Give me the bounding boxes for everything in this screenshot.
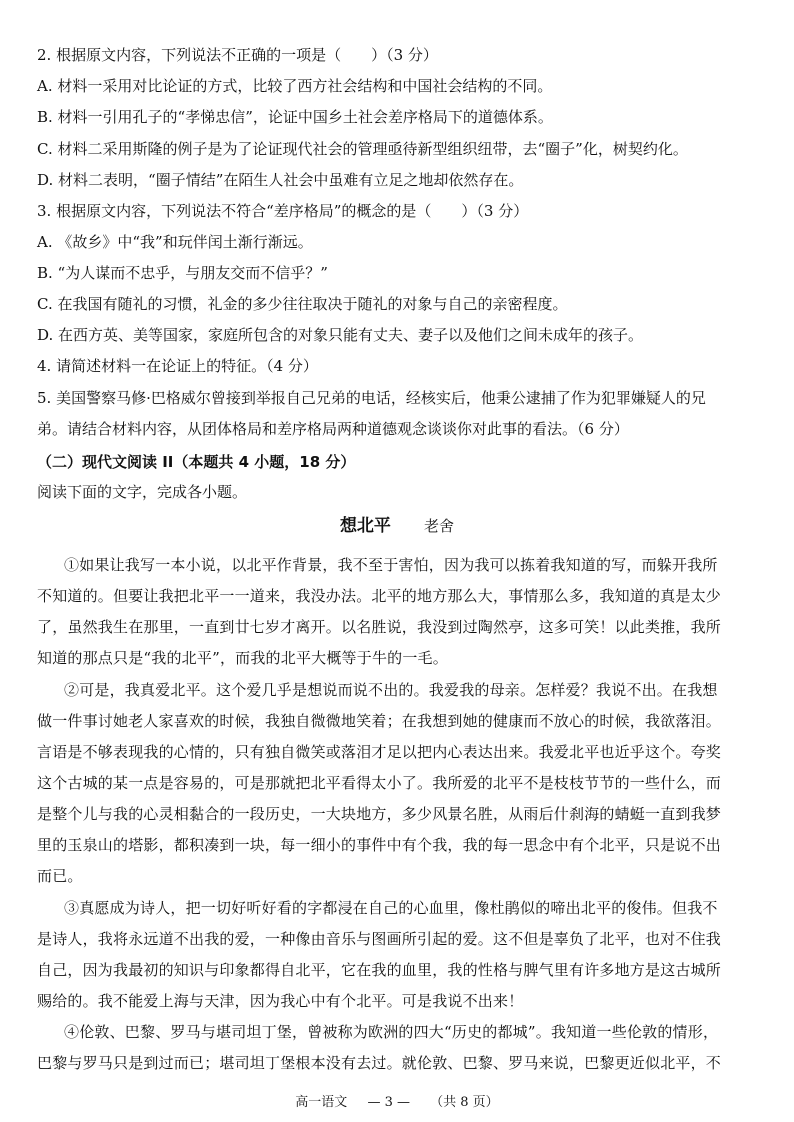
article-line: 是整个儿与我的心灵相黏合的一段历史，一大块地方，多少风景名胜，从雨后什刹海的蜻蜓一直到我梦 — [37, 805, 722, 823]
question-3-option-c: C. 在我国有随礼的习惯，礼金的多少往往取决于随礼的对象与自己的亲密程度。 — [37, 295, 568, 313]
section-heading: （二）现代文阅读 II（本题共 4 小题，18 分） — [37, 453, 356, 471]
article-title: 想北平 — [339, 516, 391, 536]
article-line: 这个古城的某一点是容易的，可是那就把北平看得太小了。我所爱的北平不是枝枝节节的一些什么，而 — [37, 774, 722, 792]
question-2-option-d: D. 材料二表明，“圈子情结”在陌生人社会中虽难有立足之地却依然存在。 — [37, 171, 524, 189]
article-line: 知道的那点只是“我的北平”，而我的北平大概等于牛的一毛。 — [37, 649, 448, 667]
question-4-stem: 4. 请简述材料一在论证上的特征。（4 分） — [37, 357, 318, 375]
question-2-option-b: B. 材料一引用孔子的“孝悌忠信”，论证中国乡土社会差序格局下的道德体系。 — [37, 108, 553, 126]
section-instruction: 阅读下面的文字，完成各小题。 — [37, 483, 248, 501]
question-5-stem-line-2: 弟。请结合材料内容，从团体格局和差序格局两种道德观念谈谈你对此事的看法。（6 分） — [37, 420, 629, 438]
article-line: 言语是不够表现我的心情的，只有独自微笑或落泪才足以把内心表达出来。我爱北平也近乎这个。夸奖 — [37, 743, 722, 761]
article-line: 而已。 — [37, 867, 83, 885]
footer-subject: 高一语文 — [295, 1095, 348, 1110]
article-line: ④伦敦、巴黎、罗马与堪司坦丁堡，曾被称为欧洲的四大“历史的都城”。我知道一些伦敦的情形， — [64, 1023, 719, 1041]
article-line: 了，虽然我生在那里，一直到廿七岁才离开。以名胜说，我没到过陶然亭，这多可笑！以此类推，我所 — [37, 618, 722, 636]
page-footer — [0, 1091, 794, 1110]
article-line: 赐给的。我不能爱上海与天津，因为我心中有个北平。可是我说不出来！ — [37, 992, 524, 1010]
question-3-option-b: B. “为人谋而不忠乎，与朋友交而不信乎？” — [37, 264, 328, 282]
article-line: ②可是，我真爱北平。这个爱几乎是想说而说不出的。我爱我的母亲。怎样爱？我说不出。在我想 — [64, 681, 718, 699]
footer-page-number: — 3 — — [367, 1095, 410, 1110]
article-line: 不知道的。但要让我把北平一一道来，我没办法。北平的地方那么大，事情那么多，我知道的真是太少 — [37, 587, 722, 605]
question-3-stem: 3. 根据原文内容，下列说法不符合“差序格局”的概念的是（ ）（3 分） — [37, 202, 529, 220]
article-line: 巴黎与罗马只是到过而已；堪司坦丁堡根本没有去过。就伦敦、巴黎、罗马来说，巴黎更近似北平，不 — [37, 1054, 722, 1072]
question-2-option-c: C. 材料二采用斯隆的例子是为了论证现代社会的管理亟待新型组织纽带，去“圈子”化，树契约化。 — [37, 140, 688, 158]
article-line: ①如果让我写一本小说，以北平作背景，我不至于害怕，因为我可以拣着我知道的写，而躲开我所 — [64, 556, 718, 574]
question-3-option-a: A. 《故乡》中“我”和玩伴闰土渐行渐远。 — [37, 233, 313, 251]
article-line: 是诗人，我将永远道不出我的爱，一种像由音乐与图画所引起的爱。这不但是辜负了北平，也对不住我 — [37, 930, 722, 948]
article-line: 做一件事讨她老人家喜欢的时候，我独自微微地笑着；在我想到她的健康而不放心的时候，我欲落泪。 — [37, 712, 722, 730]
footer-total-pages: （共 8 页） — [430, 1095, 499, 1110]
article-author: 老舍 — [424, 517, 455, 535]
question-2-option-a: A. 材料一采用对比论证的方式，比较了西方社会结构和中国社会结构的不同。 — [37, 77, 553, 95]
article-line: ③真愿成为诗人，把一切好听好看的字都浸在自己的心血里，像杜鹃似的啼出北平的俊伟。但我不 — [64, 899, 718, 917]
article-line: 自己，因为我最初的知识与印象都得自北平，它在我的血里，我的性格与脾气里有许多地方是这古城所 — [37, 961, 722, 979]
question-2-stem: 2. 根据原文内容，下列说法不正确的一项是（ ）（3 分） — [37, 46, 438, 64]
article-line: 里的玉泉山的塔影，都积凑到一块，每一细小的事件中有个我，我的每一思念中有个北平，只是说不出 — [37, 836, 722, 854]
question-3-option-d: D. 在西方英、美等国家，家庭所包含的对象只能有丈夫、妻子以及他们之间未成年的孩子。 — [37, 326, 644, 344]
question-5-stem-line-1: 5. 美国警察马修·巴格威尔曾接到举报自己兄弟的电话，经核实后，他秉公逮捕了作为犯罪嫌疑人的兄 — [37, 389, 706, 407]
article-title-row — [0, 511, 794, 536]
